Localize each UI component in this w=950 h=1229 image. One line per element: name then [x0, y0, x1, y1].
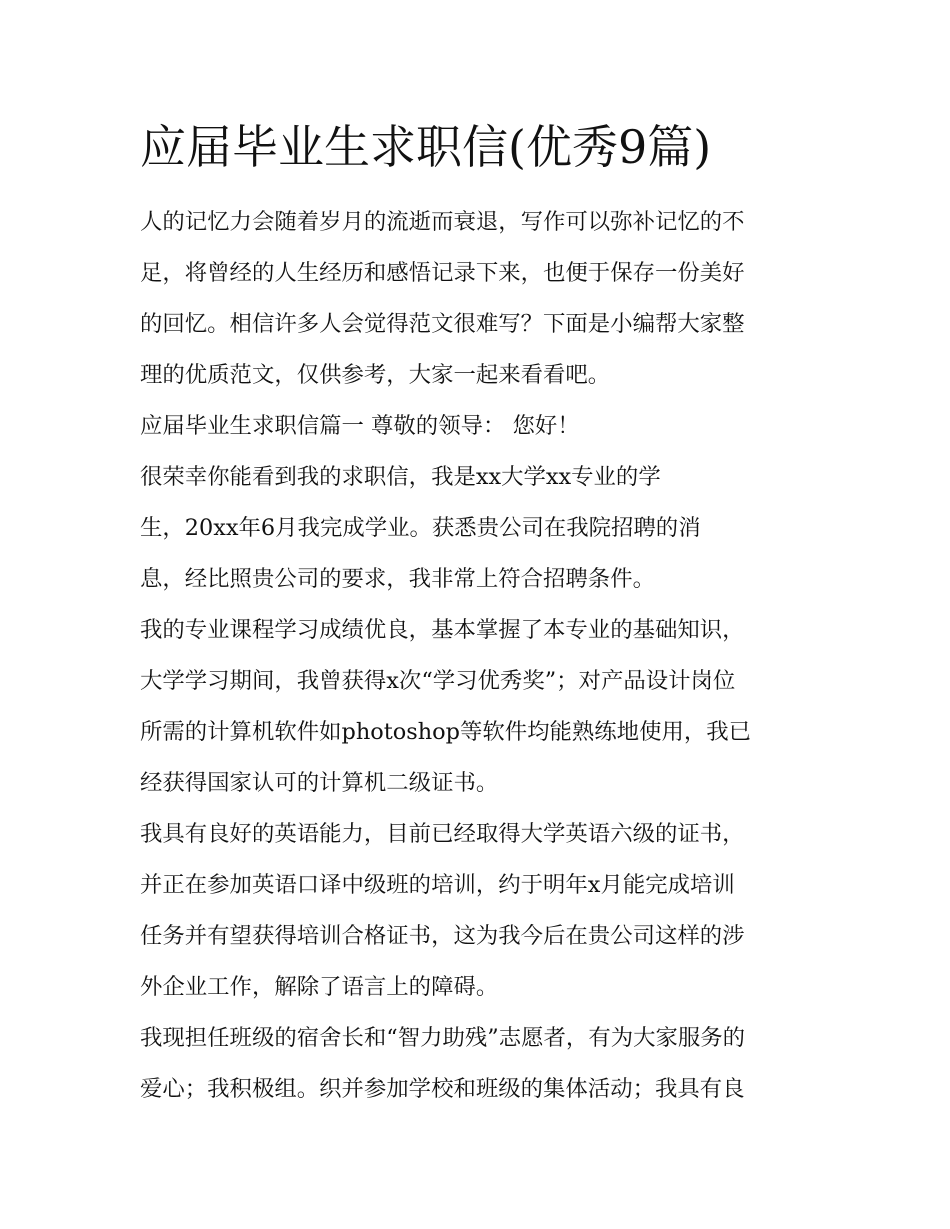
text-line: 很荣幸你能看到我的求职信，我是xx大学xx专业的学 — [140, 464, 661, 490]
text-line: 息，经比照贵公司的要求，我非常上符合招聘条件。 — [140, 566, 655, 592]
text-line: 理的优质范文，仅供参考，大家一起来看看吧。 — [140, 362, 611, 388]
text-line: 爱心；我积极组。织并参加学校和班级的集体活动；我具有良 — [140, 1076, 745, 1102]
text-line: 大学学习期间，我曾获得x次“学习优秀奖”；对产品设计岗位 — [140, 668, 736, 694]
text-line: 外企业工作，解除了语言上的障碍。 — [140, 974, 499, 1000]
text-line: 的回忆。相信许多人会觉得范文很难写？下面是小编帮大家整 — [140, 311, 745, 337]
text-line: 应届毕业生求职信篇一 尊敬的领导： 您好！ — [140, 413, 580, 439]
text-line: 足，将曾经的人生经历和感悟记录下来，也便于保存一份美好 — [140, 260, 745, 286]
document-body — [140, 197, 820, 1115]
text-line: 人的记忆力会随着岁月的流逝而衰退，写作可以弥补记忆的不 — [140, 209, 745, 235]
text-line: 我现担任班级的宿舍长和“智力助残”志愿者，有为大家服务的 — [140, 1025, 746, 1051]
text-line: 我具有良好的英语能力，目前已经取得大学英语六级的证书， — [140, 821, 745, 847]
text-line: 所需的计算机软件如photoshop等软件均能熟练地使用，我已 — [140, 719, 752, 745]
document-title: 应届毕业生求职信(优秀9篇) — [140, 120, 712, 174]
text-line: 生，20xx年6月我完成学业。获悉贵公司在我院招聘的消 — [140, 515, 701, 541]
text-line: 经获得国家认可的计算机二级证书。 — [140, 770, 499, 796]
text-line: 任务并有望获得培训合格证书，这为我今后在贵公司这样的涉 — [140, 923, 745, 949]
text-line: 我的专业课程学习成绩优良，基本掌握了本专业的基础知识， — [140, 617, 745, 643]
text-line: 并正在参加英语口译中级班的培训，约于明年x月能完成培训 — [140, 872, 735, 898]
